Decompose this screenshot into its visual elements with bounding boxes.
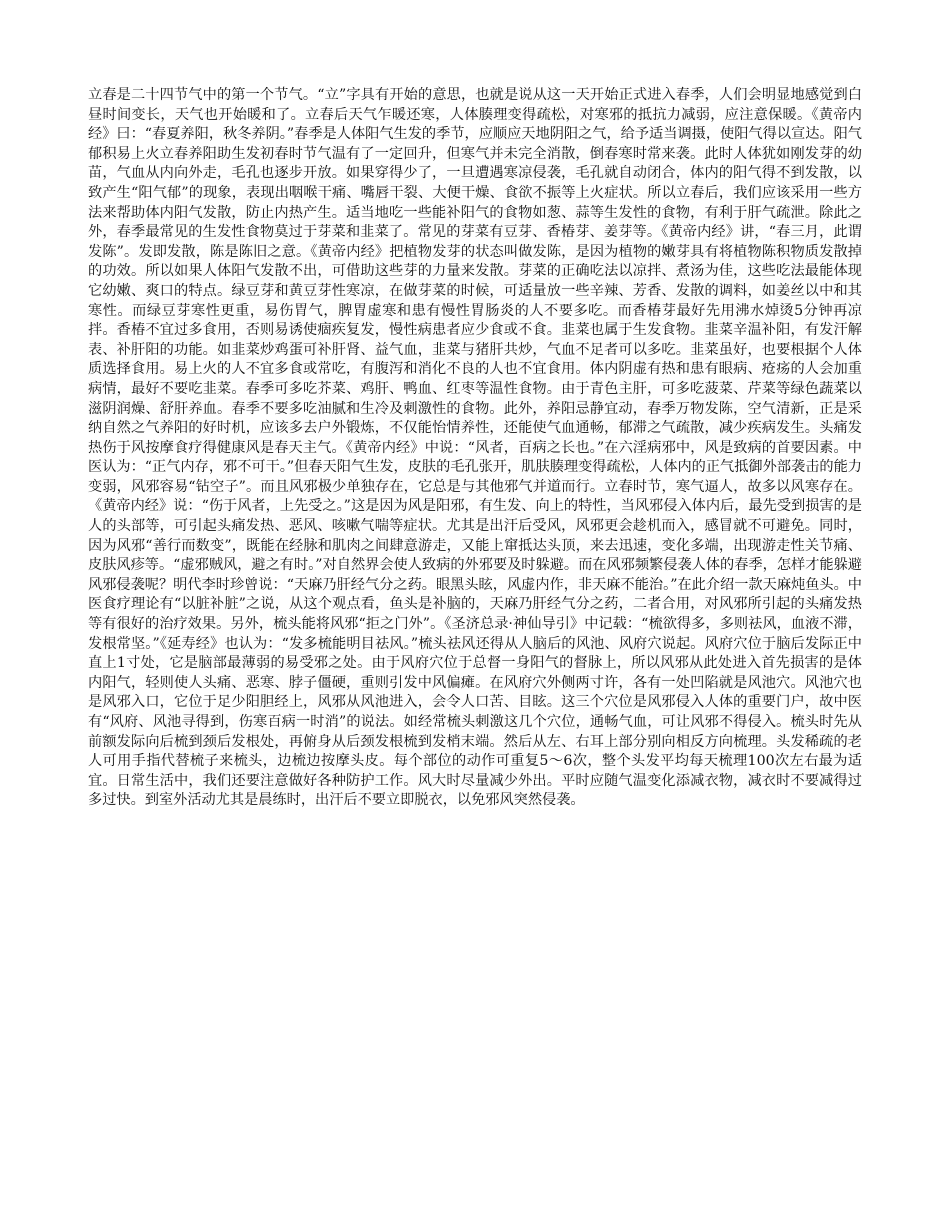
article-body-paragraph: 立春是二十四节气中的第一个节气。“立”字具有开始的意思，也就是说从这一天开始正式进入春季，人们会明显地感觉到白昼时间变长，天气也开始暖和了。立春后天气乍暖还寒，人体腠理变得疏松，对寒邪的抵抗力减弱，应注意保暖。《黄帝内经》曰：“春夏养阳，秋冬养阴。”春季是人体阳气生发的季节，应顺应天地阴阳之气，给予适当调摄，使阳气得以宣达。阳气郁积易上火立春养阳助生发初春时节气温有了一定回升，但寒气并未完全消散，倒春寒时常来袭。此时人体犹如刚发芽的幼苗，气血从内向外走，毛孔也逐步开放。如果穿得少了，一旦遭遇寒凉侵袭，毛孔就自动闭合，体内的阳气得不到发散，以致产生“阳气郁”的现象，表现出咽喉干痛、嘴唇干裂、大便干燥、食欲不振等上火症状。所以立春后，我们应该采用一些方法来帮助体内阳气发散，防止内热产生。适当地吃一些能补阳气的食物如葱、蒜等生发性的食物，有利于肝气疏泄。除此之外，春季最常见的生发性食物莫过于芽菜和韭菜了。常见的芽菜有豆芽、香椿芽、姜芽等。《黄帝内经》讲，“春三月，此谓发陈”。发即发散，陈是陈旧之意。《黄帝内经》把植物发芽的状态叫做发陈，是因为植物的嫩芽具有将植物陈积物质发散掉的功效。所以如果人体阳气发散不出，可借助这些芽的力量来发散。芽菜的正确吃法以凉拌、煮汤为佳，这些吃法最能体现它幼嫩、爽口的特点。绿豆芽和黄豆芽性寒凉，在做芽菜的时候，可适量放一些辛辣、芳香、发散的调料，如姜丝以中和其寒性。而绿豆芽寒性更重，易伤胃气，脾胃虚寒和患有慢性胃肠炎的人不要多吃。而香椿芽最好先用沸水焯烫5分钟再凉拌。香椿不宜过多食用，否则易诱使痼疾复发，慢性病患者应少食或不食。韭菜也属于生发食物。韭菜辛温补阳，有发汗解表、补肝阳的功能。如韭菜炒鸡蛋可补肝肾、益气血，韭菜与猪肝共炒，气血不足者可以多吃。韭菜虽好，也要根据个人体质选择食用。易上火的人不宜多食或常吃，有腹泻和消化不良的人也不宜食用。体内阴虚有热和患有眼病、疮疡的人会加重病情，最好不要吃韭菜。春季可多吃芥菜、鸡肝、鸭血、红枣等温性食物。由于青色主肝，可多吃菠菜、芹菜等绿色蔬菜以滋阴润燥、舒肝养血。春季不要多吃油腻和生冷及刺激性的食物。此外，养阳忌静宜动，春季万物发陈，空气清新，正是采纳自然之气养阳的好时机，应该多去户外锻炼，不仅能怡情养性，还能使气血通畅，郁滞之气疏散，减少疾病发生。头痛发热伤于风按摩食疗得健康风是春天主气。《黄帝内经》中说：“风者，百病之长也。”在六淫病邪中，风是致病的首要因素。中医认为：“正气内存，邪不可干。”但春天阳气生发，皮肤的毛孔张开，肌肤腠理变得疏松，人体内的正气抵御外部袭击的能力变弱，风邪容易“钻空子”。而且风邪极少单独存在，它总是与其他邪气并道而行。立春时节，寒气逼人，故多以风寒存在。《黄帝内经》说：“伤于风者，上先受之。”这是因为风是阳邪，有生发、向上的特性，当风邪侵入体内后，最先受到损害的是人的头部等，可引起头痛发热、恶风、咳嗽气喘等症状。尤其是出汗后受风，风邪更会趁机而入，感冒就不可避免。同时，因为风邪“善行而数变”，既能在经脉和肌肉之间肆意游走，又能上窜抵达头顶，来去迅速，变化多端，出现游走性关节痛、皮肤风疹等。“虚邪贼风，避之有时。”对自然界会使人致病的外邪要及时躲避。而在风邪频繁侵袭人体的春季，怎样才能躲避风邪侵袭呢？明代李时珍曾说：“天麻乃肝经气分之药。眼黑头眩，风虚内作，非天麻不能治。”在此介绍一款天麻炖鱼头。中医食疗理论有“以脏补脏”之说，从这个观点看，鱼头是补脑的，天麻乃肝经气分之药，二者合用，对风邪所引起的头痛发热等有很好的治疗效果。另外，梳头能将风邪“拒之门外”。《圣济总录·神仙导引》中记载：“梳欲得多，多则祛风，血液不滞，发根常坚。”《延寿经》也认为：“发多梳能明目祛风。”梳头祛风还得从人脑后的风池、风府穴说起。风府穴位于脑后发际正中直上1寸处，它是脑部最薄弱的易受邪之处。由于风府穴位于总督一身阳气的督脉上，所以风邪从此处进入首先损害的是体内阳气，轻则使人头痛、恶寒、脖子僵硬，重则引发中风偏瘫。在风府穴外侧两寸许，各有一处凹陷就是风池穴。风池穴也是风邪入口，它位于足少阳胆经上，风邪从风池进入，会令人口苦、目眩。这三个穴位是风邪侵入人体的重要门户，故中医有“风府、风池寻得到，伤寒百病一时消”的说法。如经常梳头刺激这几个穴位，通畅气血，可让风邪不得侵入。梳头时先从前额发际向后梳到颈后发根处，再俯身从后颈发根梳到发梢末端。然后从左、右耳上部分别向相反方向梳理。头发稀疏的老人可用手指代替梳子来梳头，边梳边按摩头皮。每个部位的动作可重复5～6次，整个头发平均每天梳理100次左右最为适宜。日常生活中，我们还要注意做好各种防护工作。风大时尽量减少外出。平时应随气温变化添减衣物，减衣时不要减得过多过快。到室外活动尤其是晨练时，出汗后不要立即脱衣，以免邪风突然侵袭。 [88,87,862,809]
document-page [88,86,862,811]
